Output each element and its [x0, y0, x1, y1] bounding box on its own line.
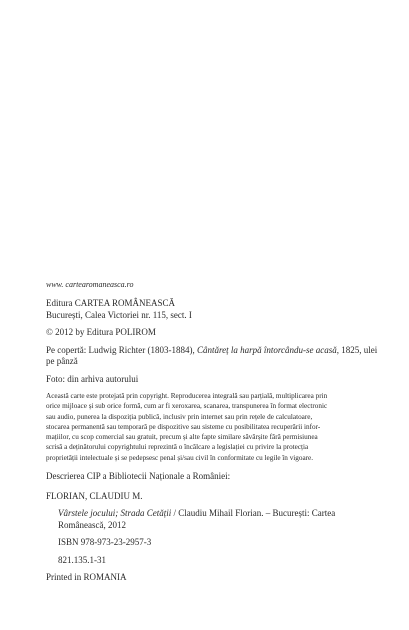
photo-credit: Foto: din arhiva autorului: [46, 373, 139, 384]
cover-work-title: Cântăreț la harpă întorcându-se acasă: [196, 344, 337, 355]
cover-credit: [46, 344, 378, 357]
cip-title-italic: Vârstele jocului; Strada Cetății: [58, 508, 172, 519]
legal-notice-line: stocarea permanentă sau temporară pe dispozitive sau sisteme cu posibilitatea recuperării infor-: [46, 422, 321, 431]
cover-credit-prefix: Pe copertă: Ludwig Richter (1803-1884),: [46, 344, 197, 355]
legal-notice-line: sau audio, punerea la dispoziția publică, inclusiv prin internet sau prin rețele de calculatoare,: [46, 412, 313, 421]
udc-code: 821.135.1-31: [58, 554, 106, 565]
publisher-name: Editura CARTEA ROMÂNEASCĂ: [46, 298, 175, 308]
cip-heading: Descrierea CIP a Bibliotecii Naționale a României:: [46, 471, 231, 482]
legal-notice-line: mațiilor, cu scop comercial sau gratuit, precum și alte fapte similare săvârșite fără permisiunea: [46, 433, 318, 442]
legal-notice-line: scrisă a deținătorului copyrightului reprezintă o încălcare a legislației cu privire la protecția: [46, 443, 309, 452]
cover-credit-suffix: , 1825, ulei: [336, 344, 378, 355]
website-url: www. cartearomaneasca.ro: [46, 280, 134, 289]
cip-author: FLORIAN, CLAUDIU M.: [46, 490, 143, 501]
cover-credit-continuation: pe pânză: [46, 356, 78, 366]
colophon-page: [46, 280, 378, 584]
copyright-line: © 2012 by Editura POLIROM: [46, 327, 156, 337]
publisher-address: București, Calea Victoriei nr. 115, sect. I: [46, 309, 192, 320]
printed-in: Printed in ROMANIA: [46, 572, 127, 583]
legal-notice-line: Această carte este protejată prin copyright. Reproducerea integrală sau parțială, multiplicarea prin: [46, 392, 328, 400]
cip-title: [46, 508, 370, 520]
legal-notice: [46, 391, 370, 463]
legal-notice-line: proprietății intelectuale și se pedepsesc penal și/sau civil în conformitate cu legile în vigoare.: [46, 453, 314, 462]
cip-publisher: Românească, 2012: [58, 519, 126, 530]
isbn: ISBN 978-973-23-2957-3: [58, 537, 152, 548]
legal-notice-line: orice mijloace și sub orice formă, cum ar fi xeroxarea, scanarea, transpunerea în format electronic: [46, 402, 328, 411]
cip-title-rest: / Claudiu Mihail Florian. – București: Cartea: [171, 508, 336, 519]
